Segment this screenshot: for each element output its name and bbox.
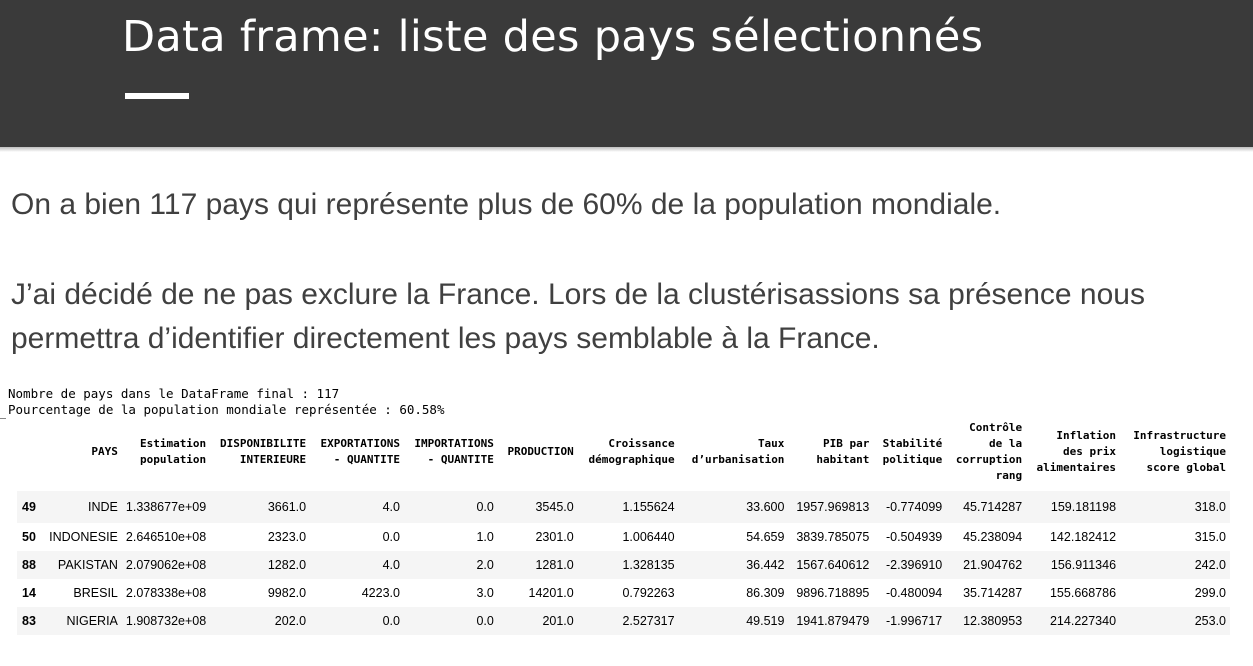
table-row: [17, 488, 1230, 523]
table-cell: 201.0: [498, 607, 578, 635]
console-line-population-pct: Pourcentage de la population mondiale représentée : 60.58%: [8, 402, 445, 417]
dataframe-table: [17, 420, 1230, 635]
column-header: PAYS: [45, 420, 122, 488]
table-cell: -1.996717: [873, 607, 946, 635]
column-header: Infrastructure logistique score global: [1120, 420, 1230, 488]
table-cell: 45.238094: [963, 529, 1023, 544]
table-row: [17, 551, 1230, 579]
table-cell: 4.0: [310, 551, 404, 579]
table-cell: 35.714287: [963, 585, 1023, 600]
column-header: Contrôle de la corruption rang: [946, 420, 1026, 488]
table-cell: 155.668786: [1049, 585, 1117, 600]
table-cell: 0.792263: [622, 585, 675, 600]
table-cell: 9982.0: [267, 585, 307, 600]
console-line-country-count: Nombre de pays dans le DataFrame final : 117: [8, 386, 340, 401]
table-cell: 156.911346: [1026, 551, 1120, 579]
table-cell: 1.006440: [622, 529, 675, 544]
table-cell: 0.0: [404, 607, 498, 635]
column-header: Inflation des prix alimentaires: [1026, 420, 1120, 488]
table-cell: 0.0: [404, 488, 498, 523]
table-cell: -0.504939: [885, 529, 943, 544]
slide-header: [0, 0, 1253, 147]
table-cell: 2.0: [404, 551, 498, 579]
table-cell: 1282.0: [210, 551, 310, 579]
column-header: Taux d’urbanisation: [679, 420, 789, 488]
table-cell: 0.0: [310, 607, 404, 635]
table-cell: 3.0: [476, 585, 494, 600]
column-header: Croissance démographique: [578, 420, 679, 488]
table-cell: 142.182412: [1049, 529, 1117, 544]
table-cell: -0.480094: [885, 585, 943, 600]
table-cell: 1567.640612: [788, 551, 873, 579]
table-cell: 2.646510e+08: [125, 529, 207, 544]
table-cell: 14201.0: [528, 585, 574, 600]
table-cell: 36.442: [679, 551, 789, 579]
table-cell: 9896.718895: [796, 585, 870, 600]
table-cell: 318.0: [1120, 488, 1230, 523]
table-cell: INDE: [45, 488, 122, 523]
table-cell: 2301.0: [535, 529, 574, 544]
table-cell: 12.380953: [946, 607, 1026, 635]
table-cell: 1.155624: [578, 488, 679, 523]
table-cell: 242.0: [1120, 551, 1230, 579]
table-cell: 299.0: [1194, 585, 1226, 600]
table-cell: 1941.879479: [788, 607, 873, 635]
title-underline: [125, 93, 189, 99]
table-cell: 3661.0: [210, 488, 310, 523]
table-header: [17, 420, 1230, 488]
table-cell: PAKISTAN: [45, 551, 122, 579]
row-index: 50: [22, 529, 36, 544]
table-cell: 2.079062e+08: [122, 551, 210, 579]
table-cell: 4223.0: [361, 585, 400, 600]
table-cell: 45.714287: [946, 488, 1026, 523]
table-cell: -2.396910: [873, 551, 946, 579]
table-cell: 1.328135: [578, 551, 679, 579]
console-output: [8, 386, 445, 418]
slide-title: Data frame: liste des pays sélectionnés: [122, 12, 984, 62]
paragraph-country-count: On a bien 117 pays qui représente plus de 60% de la population mondiale.: [11, 188, 1002, 221]
table-cell: 86.309: [746, 585, 785, 600]
table-cell: BRESIL: [73, 585, 118, 600]
table-row: [17, 607, 1230, 635]
table-cell: 21.904762: [946, 551, 1026, 579]
table-cell: 1.0: [476, 529, 494, 544]
column-header: PIB par habitant: [788, 420, 873, 488]
table-cell: 4.0: [310, 488, 404, 523]
header-shadow: [0, 147, 1253, 152]
table-cell: 1281.0: [498, 551, 578, 579]
column-header: DISPONIBILITE INTERIEURE: [210, 420, 310, 488]
output-edge-mark: [0, 418, 6, 419]
table-cell: 49.519: [679, 607, 789, 635]
row-index: 14: [22, 585, 36, 600]
column-header: EXPORTATIONS - QUANTITE: [310, 420, 404, 488]
table-cell: 33.600: [679, 488, 789, 523]
paragraph-france-note: J’ai décidé de ne pas exclure la France. Lors de la clustérisassions sa présence nous permettra d’identifier directement les pays semblable à la France.: [11, 278, 1145, 355]
row-index: 49: [17, 488, 45, 523]
table-row: [17, 523, 1230, 551]
column-header: Estimation population: [122, 420, 210, 488]
row-index: 83: [17, 607, 45, 635]
row-index: 88: [17, 551, 45, 579]
table-cell: 3545.0: [498, 488, 578, 523]
table-cell: 159.181198: [1026, 488, 1120, 523]
table-cell: 54.659: [746, 529, 785, 544]
table-cell: 1.908732e+08: [122, 607, 210, 635]
table-cell: INDONESIE: [49, 529, 118, 544]
table-cell: 315.0: [1194, 529, 1226, 544]
column-header: [17, 420, 45, 488]
column-header: PRODUCTION: [498, 420, 578, 488]
table-cell: 1957.969813: [788, 488, 873, 523]
table-cell: 2323.0: [267, 529, 307, 544]
table-cell: 2.527317: [578, 607, 679, 635]
table-cell: 1.338677e+09: [122, 488, 210, 523]
table-cell: 253.0: [1120, 607, 1230, 635]
column-header: IMPORTATIONS - QUANTITE: [404, 420, 498, 488]
table-body: [17, 488, 1230, 635]
table-cell: -0.774099: [873, 488, 946, 523]
table-row: [17, 579, 1230, 607]
table-cell: 3839.785075: [796, 529, 870, 544]
table-header-row: [17, 420, 1230, 488]
table-cell: 214.227340: [1026, 607, 1120, 635]
table-cell: NIGERIA: [45, 607, 122, 635]
table-cell: 0.0: [382, 529, 400, 544]
table-cell: 202.0: [210, 607, 310, 635]
table-cell: 2.078338e+08: [125, 585, 207, 600]
column-header: Stabilité politique: [873, 420, 946, 488]
